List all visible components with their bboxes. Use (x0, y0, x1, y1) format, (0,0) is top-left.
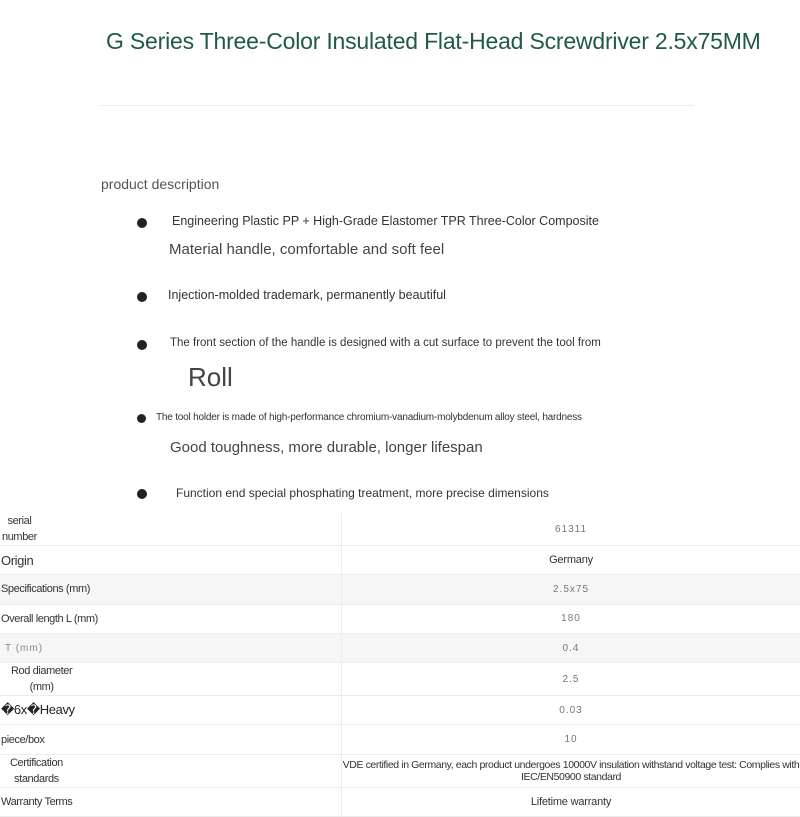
spec-label: Specifications (mm) (0, 575, 342, 604)
spec-value: 0.4 (342, 633, 800, 662)
table-row (0, 575, 800, 604)
spec-label: T (mm) (0, 633, 342, 662)
spec-label-line: standards (14, 771, 59, 787)
spec-value: 10 (342, 725, 800, 754)
description-item-line: Function end special phosphating treatment, more precise dimensions (176, 486, 549, 500)
page-title: G Series Three-Color Insulated Flat-Head Screwdriver 2.5x75MM (106, 28, 761, 55)
description-item-line: Roll (188, 362, 233, 393)
spec-value: VDE certified in Germany, each product undergoes 10000V insulation withstand voltage test: Complies with IEC/EN50900 standard (342, 754, 800, 787)
description-item-line: Engineering Plastic PP + High-Grade Elastomer TPR Three-Color Composite (172, 214, 599, 228)
spec-value: 61311 (342, 513, 800, 546)
bullet-dot (137, 340, 147, 350)
spec-label-line: serial (8, 513, 32, 529)
spec-label (0, 754, 342, 787)
description-item-line: The tool holder is made of high-performance chromium-vanadium-molybdenum alloy steel, hardness (156, 412, 582, 423)
spec-label (0, 663, 342, 696)
table-row (0, 725, 800, 754)
table-row (0, 787, 800, 816)
spec-label-line: Rod diameter (11, 663, 72, 679)
bullet-dot (137, 489, 147, 499)
section-heading: product description (101, 176, 219, 192)
spec-value: 2.5x75 (342, 575, 800, 604)
table-row (0, 633, 800, 662)
table-row (0, 513, 800, 546)
spec-value: Lifetime warranty (342, 787, 800, 816)
description-item-line: The front section of the handle is designed with a cut surface to prevent the tool from (170, 337, 601, 349)
table-row (0, 604, 800, 633)
spec-label: Origin (0, 546, 342, 575)
spec-label-line: number (2, 529, 37, 545)
spec-label: �6x�Heavy (0, 696, 342, 725)
spec-label-line: Certification (10, 755, 63, 771)
spec-value: 2.5 (342, 663, 800, 696)
table-row (0, 546, 800, 575)
spec-table (0, 513, 800, 817)
spec-value: 180 (342, 604, 800, 633)
description-item-line: Material handle, comfortable and soft feel (169, 241, 444, 258)
spec-value: 0.03 (342, 696, 800, 725)
title-divider (100, 105, 694, 106)
description-item-line: Good toughness, more durable, longer lifespan (170, 439, 483, 456)
spec-label: Overall length L (mm) (0, 604, 342, 633)
table-row (0, 754, 800, 787)
spec-label (0, 513, 342, 546)
description-item-line: Injection-molded trademark, permanently beautiful (168, 288, 446, 302)
spec-label: Warranty Terms (0, 787, 342, 816)
bullet-dot (137, 292, 147, 302)
spec-value: Germany (342, 546, 800, 575)
bullet-dot (137, 414, 146, 423)
table-row (0, 696, 800, 725)
spec-label: piece/box (0, 725, 342, 754)
table-row (0, 663, 800, 696)
bullet-dot (137, 218, 147, 228)
spec-label-line: (mm) (30, 679, 54, 695)
